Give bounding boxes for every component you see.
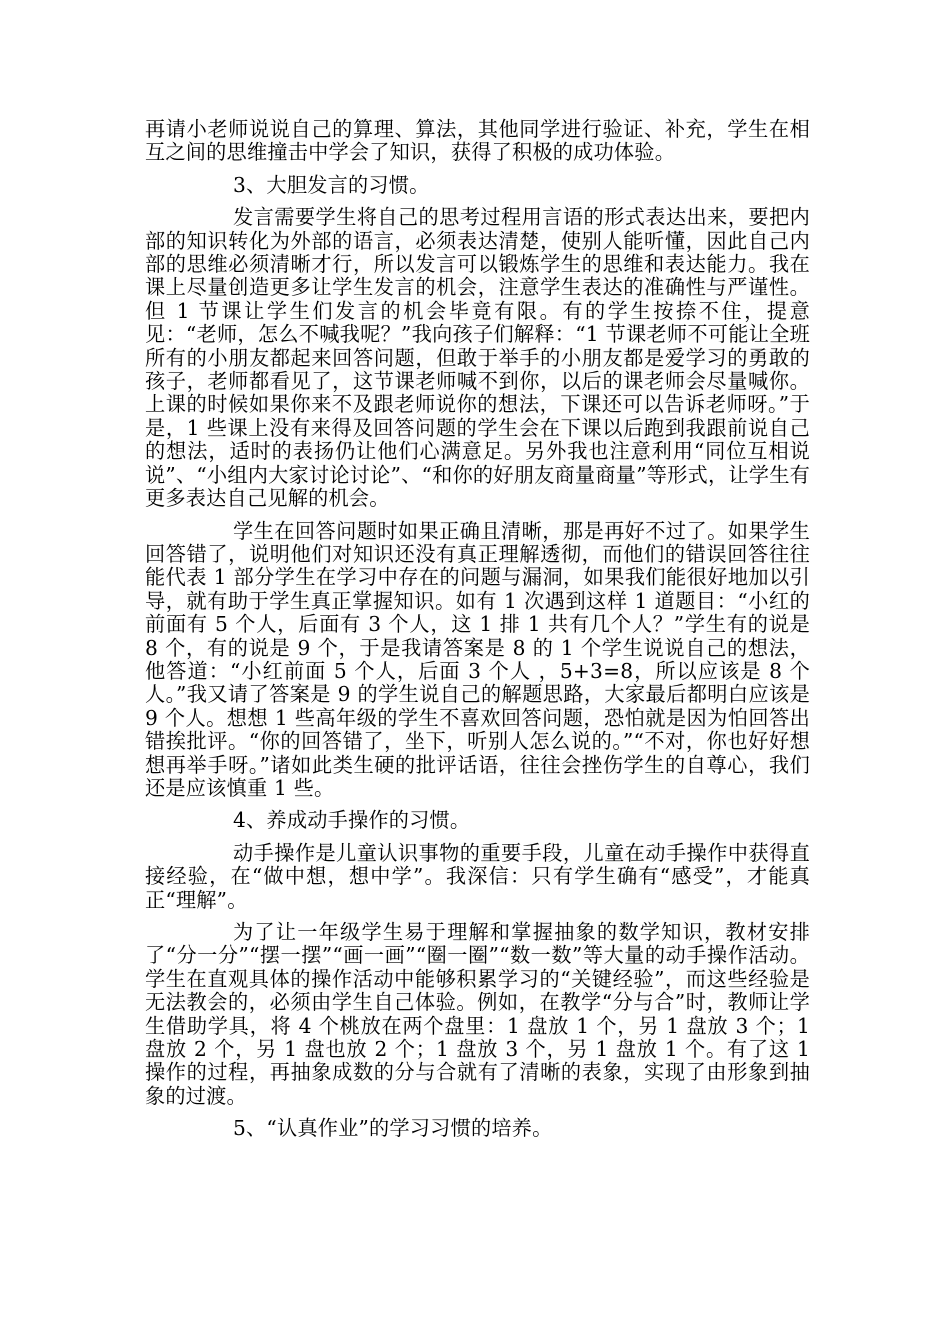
paragraph-intro: 再请小老师说说自己的算理、算法，其他同学进行验证、补充，学生在相互之间的思维撞击中学会了知识，获得了积极的成功体验。 — [145, 117, 810, 165]
section-heading-4: 4、养成动手操作的习惯。 — [233, 808, 471, 833]
paragraph-answers: 学生在回答问题时如果正确且清晰，那是再好不过了。如果学生回答错了，说明他们对知识还没有真正理解透彻，而他们的错误回答往往能代表 1 部分学生在学习中存在的问题与漏洞，如果我们能很好地加以引导，就有助于学生真正掌握知识。如有 1 次遇到这样 1 道题目：“小红的前面有 5 个人，后面有 3 个人，这 1 排 1 共有几个人？”学生有的说是 8 个，有的说是 9 个，于是我请答案是 8 的 1 个学生说说自己的想法，他答道：“小红前面 5 个人，后面 3 个人 ，5+3=8，所以应该是 8 个人。”我又请了答案是 9 的学生说自己的解题思路，大家最后都明白应该是 9 个人。想想 1 些高年级的学生不喜欢回答问题，恐怕就是因为怕回答出错挨批评。“你的回答错了，坐下，听别人怎么说的。”“不对，你也好好想想再举手呀。”诸如此类生硬的批评话语，往往会挫伤学生的自尊心，我们还是应该慎重 1 些。 — [145, 518, 810, 800]
section-heading-3: 3、大胆发言的习惯。 — [233, 172, 430, 197]
paragraph-speaking: 发言需要学生将自己的思考过程用言语的形式表达出来，要把内部的知识转化为外部的语言，必须表达清楚，使别人能听懂，因此自己内部的思维必须清晰才行，所以发言可以锻炼学生的思维和表达能力。我在课上尽量创造更多让学生发言的机会，注意学生表达的准确性与严谨性。但 1 节课让学生们发言的机会毕竟有限。有的学生按捺不住，提意见：“老师，怎么不喊我呢？”我向孩子们解释：“1 节课老师不可能让全班所有的小朋友都起来回答问题，但敢于举手的小朋友都是爱学习的勇敢的孩子，老师都看见了，这节课老师喊不到你，以后的课老师会尽量喊你。上课的时候如果你来不及跟老师说你的想法，下课还可以告诉老师呀。”于是，1 些课上没有来得及回答问题的学生会在下课以后跑到我跟前说自己的想法，适时的表扬仍让他们心满意足。另外我也注意利用“同位互相说说”、“小组内大家讨论讨论”、“和你的好朋友商量商量”等形式，让学生有更多表达自己见解的机会。 — [145, 205, 810, 511]
document-page — [145, 118, 810, 1141]
paragraph-activities: 为了让一年级学生易于理解和掌握抽象的数学知识，教材安排了“分一分”“摆一摆”“画一画”“圈一圈”“数一数”等大量的动手操作活动。学生在直观具体的操作活动中能够积累学习的“关键经验”，而这些经验是无法教会的，必须由学生自己体验。例如，在教学“分与合”时，教师让学生借助学具，将 4 个桃放在两个盘里：1 盘放 1 个，另 1 盘放 3 个；1 盘放 2 个，另 1 盘也放 2 个；1 盘放 3 个，另 1 盘放 1 个。有了这 1 操作的过程，再抽象成数的分与合就有了清晰的表象，实现了由形象到抽象的过渡。 — [145, 920, 810, 1108]
section-heading-5: 5、“认真作业”的学习习惯的培养。 — [233, 1116, 553, 1141]
paragraph-hands-on: 动手操作是儿童认识事物的重要手段，儿童在动手操作中获得直接经验，在“做中想，想中学”。我深信：只有学生确有“感受”，才能真正“理解”。 — [145, 840, 810, 912]
